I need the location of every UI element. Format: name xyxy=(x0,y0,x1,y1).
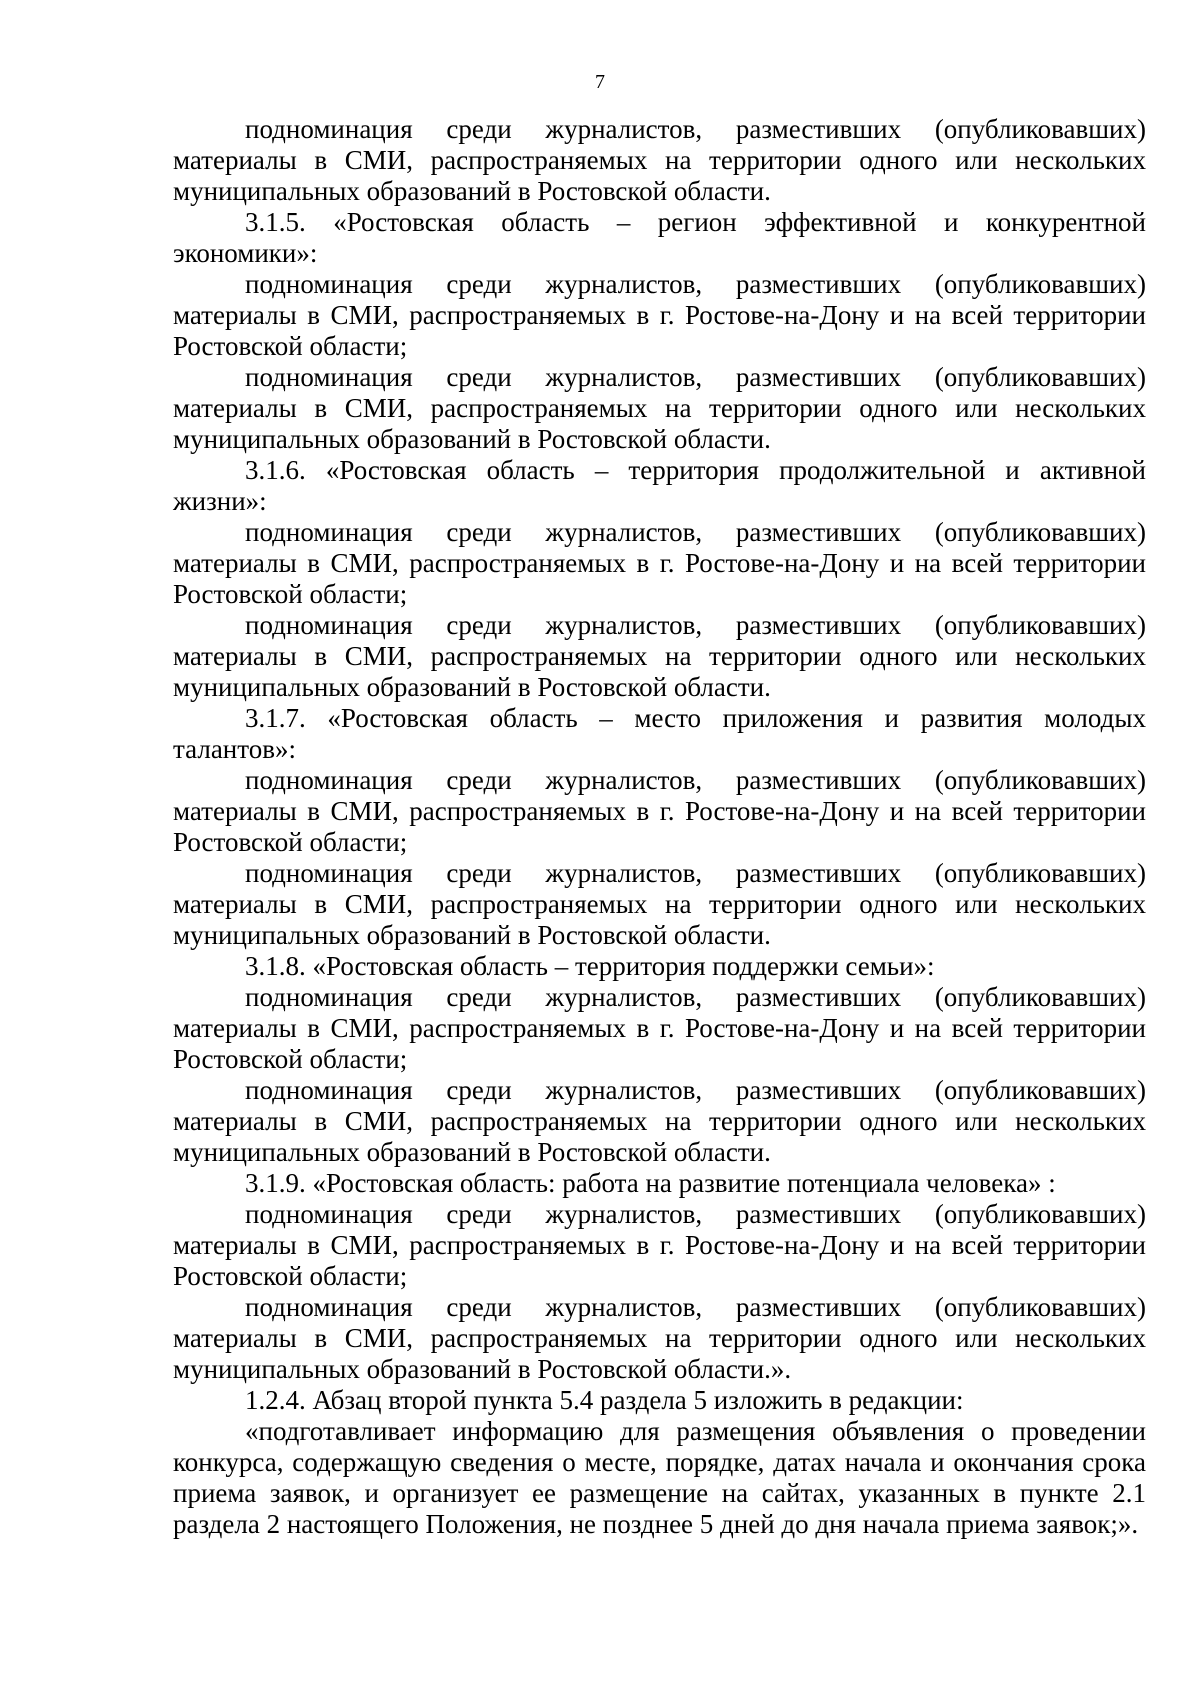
paragraph: 3.1.5. «Ростовская область – регион эффективной и конкурентной экономики»: xyxy=(173,207,1146,268)
paragraph: подноминация среди журналистов, разместивших (опубликовавших) материалы в СМИ, распространяемых в г. Ростове-на-Дону и на всей территории Ростовской области; xyxy=(173,269,1146,361)
paragraph: подноминация среди журналистов, разместивших (опубликовавших) материалы в СМИ, распространяемых в г. Ростове-на-Дону и на всей территории Ростовской области; xyxy=(173,982,1146,1074)
paragraph: подноминация среди журналистов, разместивших (опубликовавших) материалы в СМИ, распространяемых на территории одного или нескольких муниципальных образований в Ростовской области. xyxy=(173,1075,1146,1167)
paragraph: 3.1.9. «Ростовская область: работа на развитие потенциала человека» : xyxy=(245,1168,1056,1198)
page-number: 7 xyxy=(595,71,605,93)
document-body xyxy=(173,114,1146,1540)
paragraph: подноминация среди журналистов, разместивших (опубликовавших) материалы в СМИ, распространяемых на территории одного или нескольких муниципальных образований в Ростовской области. xyxy=(173,610,1146,702)
paragraph: подноминация среди журналистов, разместивших (опубликовавших) материалы в СМИ, распространяемых в г. Ростове-на-Дону и на всей территории Ростовской области; xyxy=(173,517,1146,609)
paragraph: 3.1.8. «Ростовская область – территория поддержки семьи»: xyxy=(245,951,935,981)
paragraph: 3.1.6. «Ростовская область – территория продолжительной и активной жизни»: xyxy=(173,455,1146,516)
paragraph: подноминация среди журналистов, разместивших (опубликовавших) материалы в СМИ, распространяемых на территории одного или нескольких муниципальных образований в Ростовской области. xyxy=(173,858,1146,950)
paragraph: «подготавливает информацию для размещения объявления о проведении конкурса, содержащую сведения о месте, порядке, датах начала и окончания срока приема заявок, и организует ее размещение на сайтах, указанных в пункте 2.1 раздела 2 настоящего Положения, не позднее 5 дней до дня начала приема заявок;». xyxy=(173,1416,1146,1539)
paragraph: подноминация среди журналистов, разместивших (опубликовавших) материалы в СМИ, распространяемых на территории одного или нескольких муниципальных образований в Ростовской области. xyxy=(173,362,1146,454)
paragraph: 3.1.7. «Ростовская область – место приложения и развития молодых талантов»: xyxy=(173,703,1146,764)
paragraph: подноминация среди журналистов, разместивших (опубликовавших) материалы в СМИ, распространяемых на территории одного или нескольких муниципальных образований в Ростовской области.». xyxy=(173,1292,1146,1384)
paragraph: подноминация среди журналистов, разместивших (опубликовавших) материалы в СМИ, распространяемых в г. Ростове-на-Дону и на всей территории Ростовской области; xyxy=(173,1199,1146,1291)
paragraph: 1.2.4. Абзац второй пункта 5.4 раздела 5 изложить в редакции: xyxy=(245,1385,964,1415)
paragraph: подноминация среди журналистов, разместивших (опубликовавших) материалы в СМИ, распространяемых на территории одного или нескольких муниципальных образований в Ростовской области. xyxy=(173,114,1146,206)
paragraph: подноминация среди журналистов, разместивших (опубликовавших) материалы в СМИ, распространяемых в г. Ростове-на-Дону и на всей территории Ростовской области; xyxy=(173,765,1146,857)
